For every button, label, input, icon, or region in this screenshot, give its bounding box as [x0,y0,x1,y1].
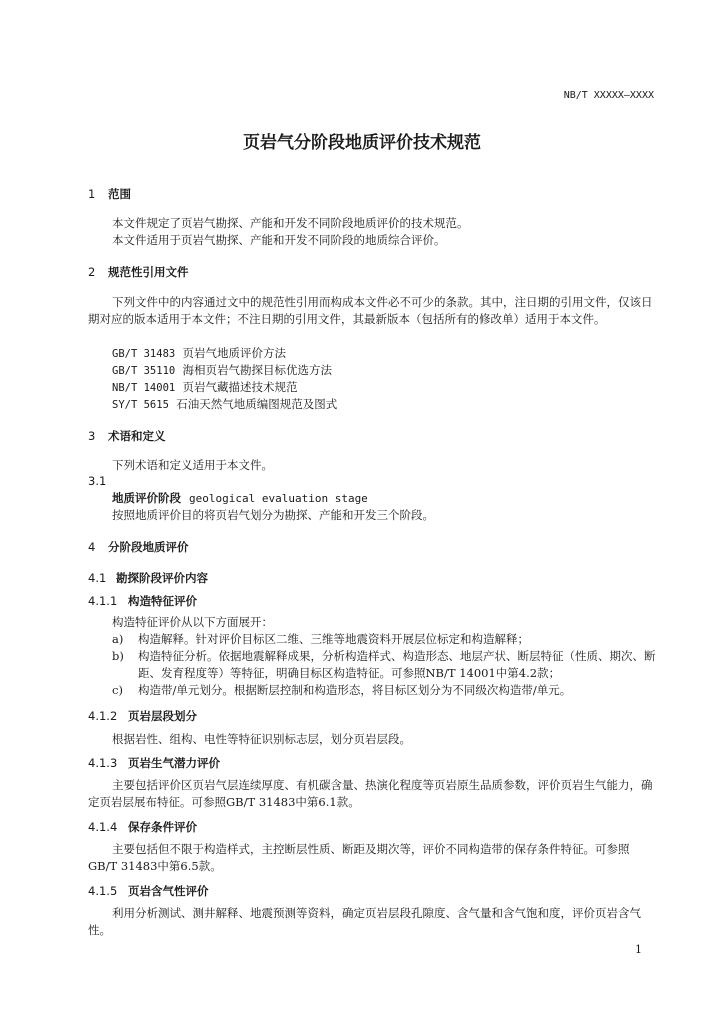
reference-code: GB/T 35110 [112,365,176,377]
term-english: geological evaluation stage [189,492,368,505]
reference-code: NB/T 14001 [112,382,176,394]
list-marker: c) [112,683,123,697]
references-intro: 下列文件中的内容通过文中的规范性引用而构成本文件必不可少的条款。其中，注日期的引用文件，仅该日期对应的版本适用于本文件；不注日期的引用文件，其最新版本（包括所有的修改单）适用于本文件。 [88,295,653,326]
section-number: 4.1.4 [88,820,118,834]
section-title: 页岩含气性评价 [128,884,209,898]
section-4-1-1-heading [88,593,197,609]
section-4-1-5-heading [88,883,209,899]
reference-title: 页岩气藏描述技术规范 [182,380,298,394]
section-4-1-2-heading [88,708,197,724]
section-number: 4.1.3 [88,756,118,770]
section-title: 构造特征评价 [128,594,197,608]
section-title: 页岩层段划分 [128,709,197,723]
list-marker: b) [112,649,124,663]
list-item-text: 构造解释。针对评价目标区二维、三维等地震资料开展层位标定和构造解释； [138,632,529,646]
reference-item [112,345,286,361]
term-entry [112,490,368,506]
term-chinese: 地质评价阶段 [112,491,181,505]
section-title: 勘探阶段评价内容 [116,571,208,585]
section-number: 4.1.5 [88,884,118,898]
reference-item [112,362,332,378]
section-number: 2 [88,265,96,279]
section-title: 保存条件评价 [128,820,197,834]
document-title: 页岩气分阶段地质评价技术规范 [243,133,481,153]
section-title: 范围 [108,187,131,201]
section-number: 1 [88,187,96,201]
document-code: NB/T XXXXX—XXXX [563,90,654,101]
reference-title: 石油天然气地质编图规范及图式 [176,397,338,411]
section-number: 4.1 [88,571,107,585]
list-marker: a) [112,632,124,646]
section-number: 3 [88,429,96,443]
section-3-heading [88,428,166,444]
section-1-heading [88,186,131,202]
page-number: 1 [635,943,642,956]
reference-title: 海相页岩气勘探目标优选方法 [182,363,333,377]
list-item [112,682,658,699]
section-2-heading [88,264,189,280]
section-number: 4.1.1 [88,594,118,608]
section-4-1-2-text: 根据岩性、组构、电性等特征识别标志层，划分页岩层段。 [112,732,411,746]
scope-paragraph-2: 本文件适用于页岩气勘探、产能和开发不同阶段的地质综合评价。 [112,233,446,247]
structure-intro: 构造特征评价从以下方面展开： [112,615,273,629]
term-number: 3.1 [88,474,107,488]
reference-code: SY/T 5615 [112,399,169,411]
section-title: 规范性引用文件 [108,265,189,279]
reference-title: 页岩气地质评价方法 [182,346,287,360]
term-definition: 按照地质评价目的将页岩气划分为勘探、产能和开发三个阶段。 [112,508,434,522]
scope-paragraph-1: 本文件规定了页岩气勘探、产能和开发不同阶段地质评价的技术规范。 [112,216,469,230]
section-4-1-heading [88,570,208,586]
list-item-text: 构造特征分析。依据地震解释成果，分析构造样式、构造形态、地层产状、断层特征（性质、期次、断距、发育程度等）等特征，明确目标区构造特征。可参照NB/T 14001中第4.2款； [138,649,656,680]
section-4-1-4-heading [88,819,197,835]
reference-item [112,396,337,412]
section-4-1-4-text: 主要包括但不限于构造样式，主控断层性质、断距及期次等，评价不同构造带的保存条件特征。可参照GB/T 31483中第6.5款。 [88,842,630,873]
section-4-heading [88,539,189,555]
list-item-text: 构造带/单元划分。根据断层控制和构造形态，将目标区划分为不同级次构造带/单元。 [138,683,572,697]
section-title: 术语和定义 [108,429,166,443]
reference-item [112,379,298,395]
section-number: 4 [88,540,96,554]
section-4-1-3-text: 主要包括评价区页岩气层连续厚度、有机碳含量、热演化程度等页岩原生品质参数，评价页岩生气能力，确定页岩层展布特征。可参照GB/T 31483中第6.1款。 [88,778,653,809]
section-number: 4.1.2 [88,709,118,723]
list-item [112,631,658,648]
list-item [112,648,658,682]
section-title: 分阶段地质评价 [108,540,189,554]
section-4-1-5-text: 利用分析测试、测井解释、地震预测等资料，确定页岩层段孔隙度、含气量和含气饱和度，评价页岩含气性。 [88,906,641,937]
section-title: 页岩生气潜力评价 [128,756,220,770]
reference-code: GB/T 31483 [112,348,176,360]
section-4-1-3-heading [88,755,220,771]
terms-intro: 下列术语和定义适用于本文件。 [112,458,273,472]
